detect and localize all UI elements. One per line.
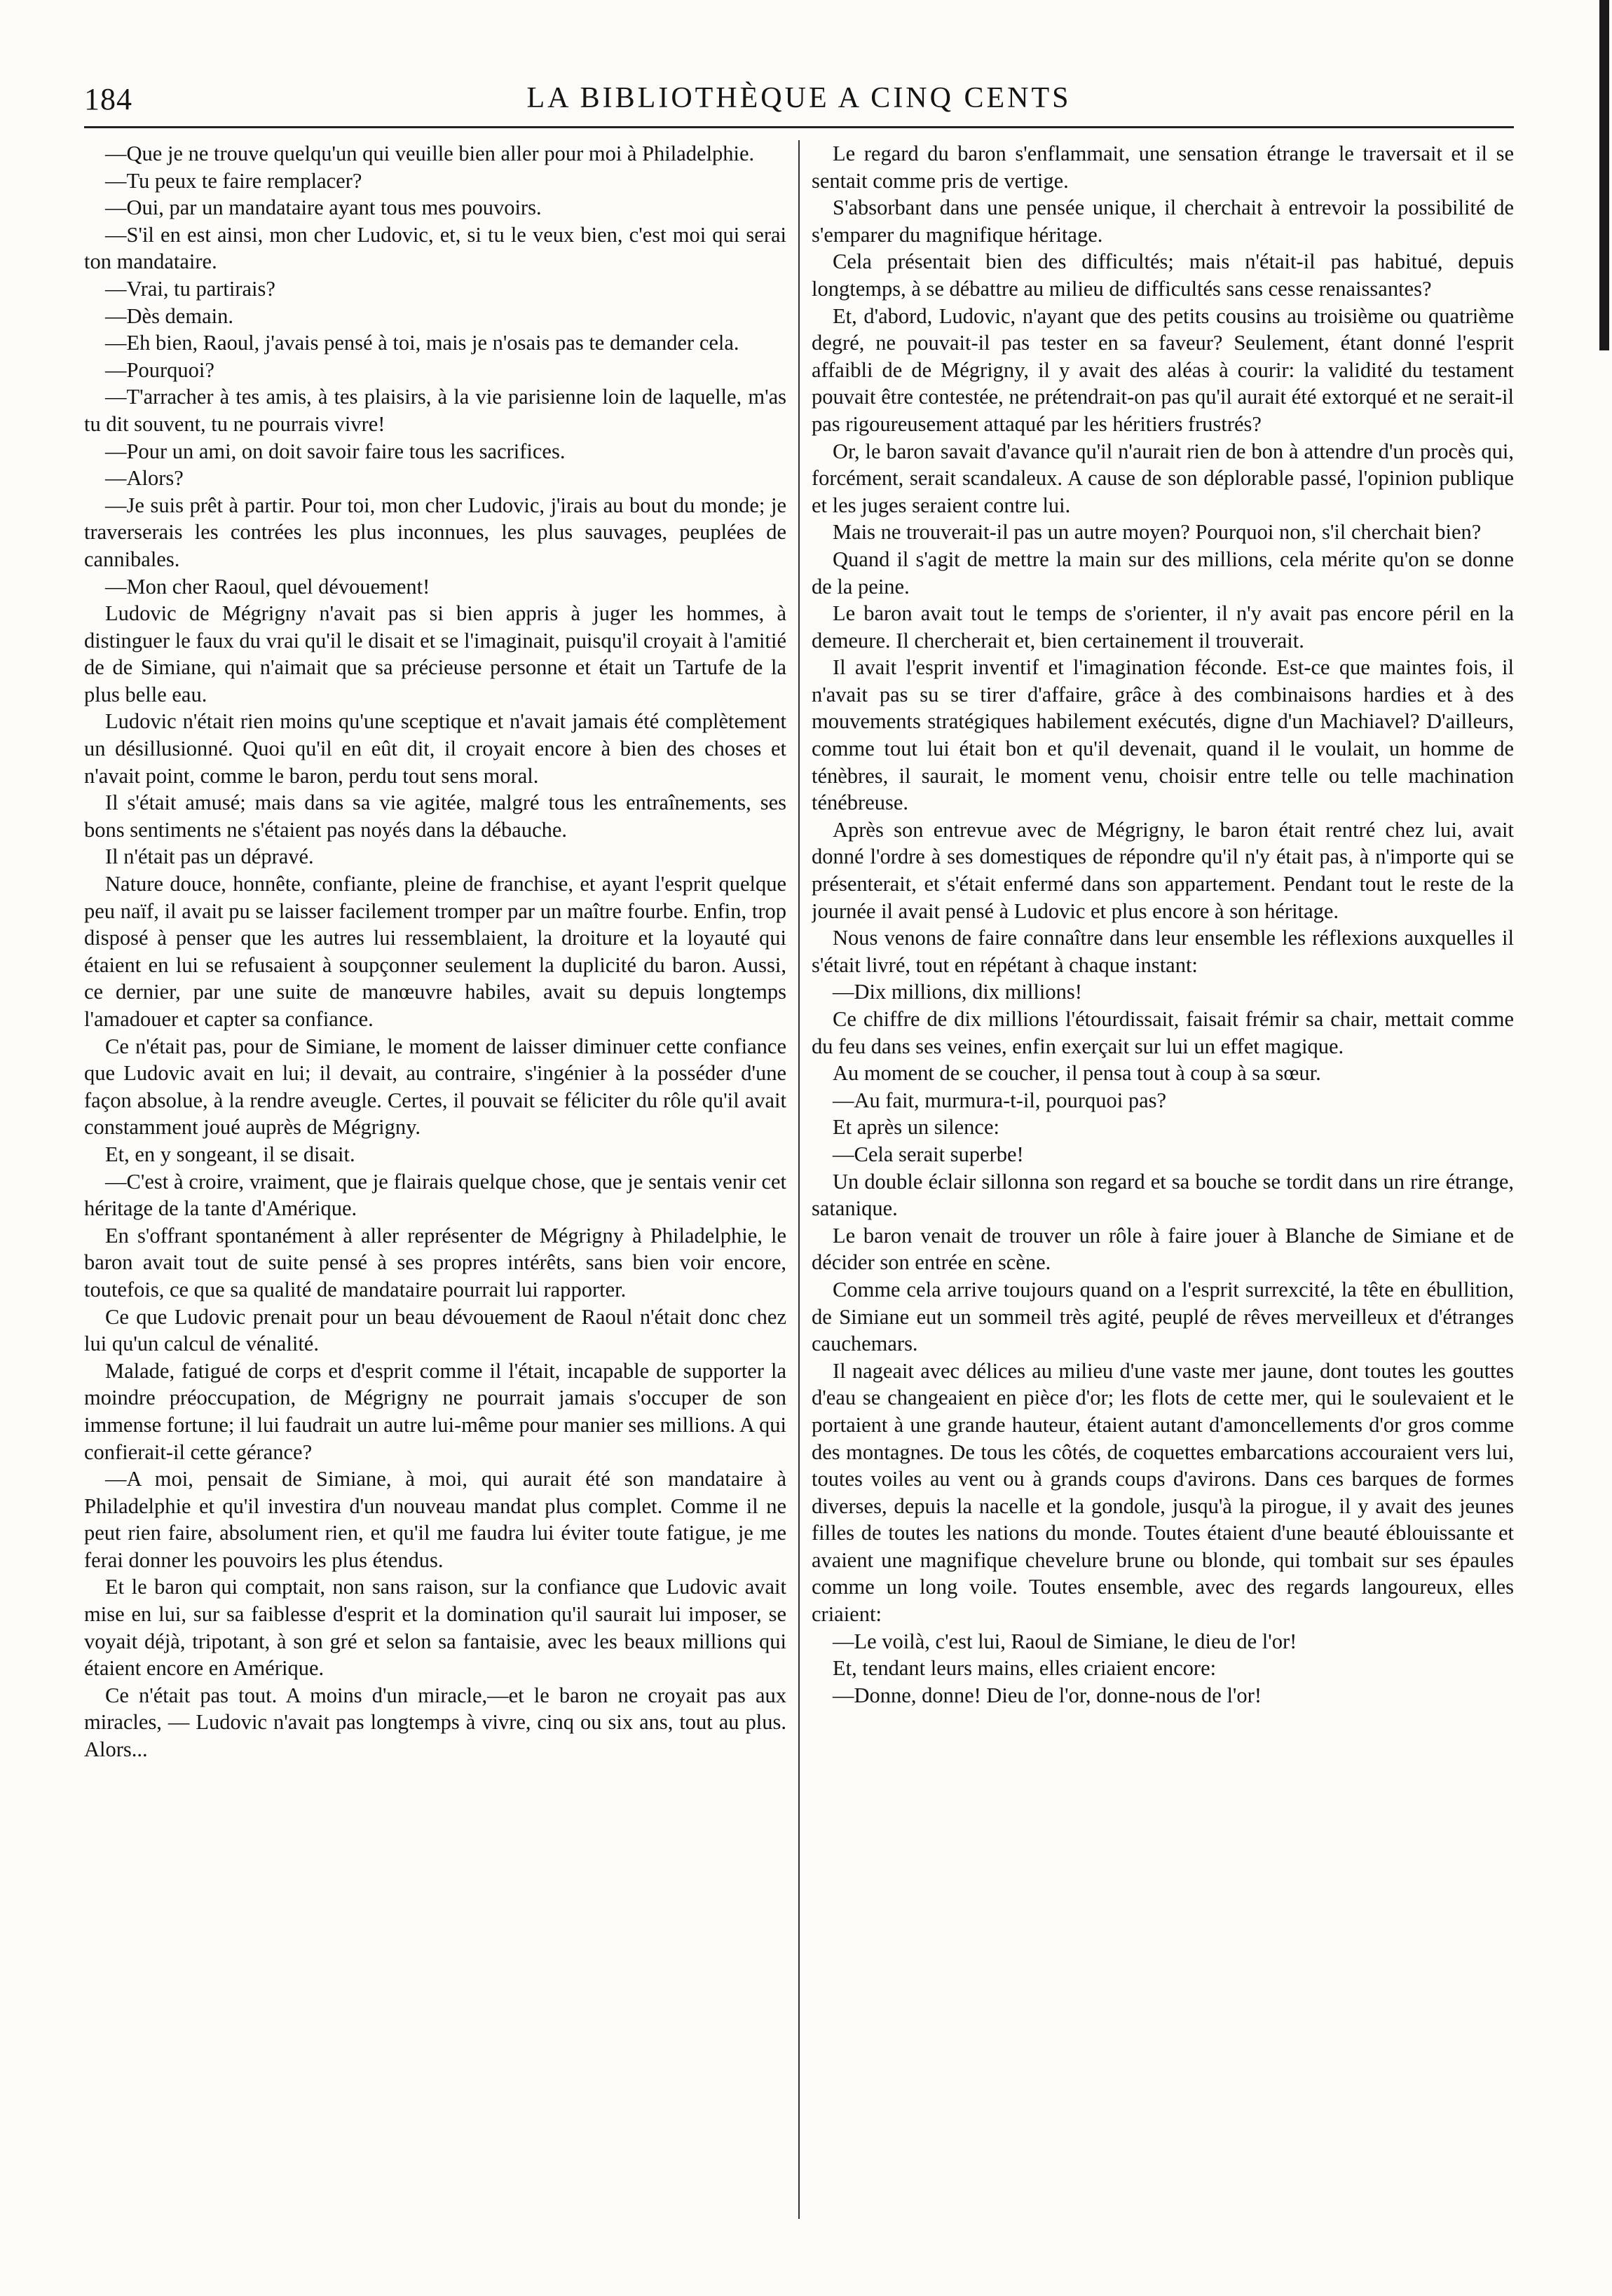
paragraph: En s'offrant spontanément à aller représenter de Mégrigny à Philadelphie, le baron avait tout de suite pensé à ses propres intérêts, sans bien voir encore, toutefois, ce que sa qualité de mandataire pourrait lui rapporter.: [84, 1223, 786, 1301]
page-number: 184: [84, 82, 132, 116]
right-column: [812, 140, 1514, 2219]
paragraph: Ludovic de Mégrigny n'avait pas si bien appris à juger les hommes, à distinguer le faux du vrai qu'il le disait et se l'imaginait, puisqu'il croyait à l'amitié de de Simiane, qui n'aimait que sa précieuse personne et était un Tartufe de la plus belle eau.: [84, 601, 786, 706]
paragraph: Et, en y songeant, il se disait.: [105, 1142, 355, 1166]
paragraph: —Eh bien, Raoul, j'avais pensé à toi, mais je n'osais pas te demander cela.: [105, 331, 739, 355]
paragraph: —Dès demain.: [105, 303, 233, 328]
paragraph: Il nageait avec délices au milieu d'une vaste mer jaune, dont toutes les gouttes d'eau se changeaient en pièce d'or; les flots de cette mer, qui le soulevaient et le portaient à une grande hauteur, étaient autant d'amoncellements d'or gros comme des montagnes. De tous les côtés, de coquettes embarcations accouraient vers lui, toutes voiles au vent ou à grands coups d'avirons. Dans ces barques de formes diverses, depuis la nacelle et la gondole, jusqu'à la pirogue, il y avait des jeunes filles de toutes les nations du monde. Toutes étaient d'une beauté éblouissante et avaient une magnifique chevelure brune ou blonde, qui tombait sur ses épaules comme un long voile. Toutes ensemble, avec des regards langoureux, elles criaient:: [812, 1358, 1514, 1627]
paragraph: Ludovic n'était rien moins qu'une sceptique et n'avait jamais été complètement un désillusionné. Quoi qu'il en eût dit, il croyait encore à bien des choses et n'avait point, comme le baron, perdu tout sens moral.: [84, 709, 786, 788]
paragraph: Au moment de se coucher, il pensa tout à coup à sa sœur.: [833, 1061, 1321, 1086]
paragraph: —Mon cher Raoul, quel dévouement!: [105, 574, 430, 599]
paragraph: Et, d'abord, Ludovic, n'ayant que des petits cousins au troisième ou quatrième degré, ne pouvait-il pas tester en sa faveur? Seulement, étant donné l'esprit affaibli de de Mégrigny, il y avait des aléas à courir: la validité du testament pouvait être contestée, ne prétendrait-on pas qu'il aurait été extorqué et ne serait-il pas rigoureusement attaqué par les héritiers frustrés?: [812, 303, 1514, 436]
paragraph: Le baron venait de trouver un rôle à faire jouer à Blanche de Simiane et de décider son entrée en scène.: [812, 1223, 1514, 1275]
paragraph: Il avait l'esprit inventif et l'imagination féconde. Est-ce que maintes fois, il n'avait pas su se tirer d'affaire, grâce à des combinaisons hardies et à des mouvements stratégiques habilement exécutés, digne d'un Machiavel? D'ailleurs, comme tout lui était bon et qu'il devenait, quand il le voulait, un homme de ténèbres, il saurait, le moment venu, choisir entre telle ou telle machination ténébreuse.: [812, 655, 1514, 815]
paragraph: —Que je ne trouve quelqu'un qui veuille bien aller pour moi à Philadelphie.: [105, 142, 755, 165]
paragraph: Un double éclair sillonna son regard et sa bouche se tordit dans un rire étrange, satanique.: [812, 1169, 1514, 1221]
paragraph: —Vrai, tu partirais?: [105, 276, 275, 301]
paragraph: S'absorbant dans une pensée unique, il cherchait à entrevoir la possibilité de s'emparer du magnifique héritage.: [812, 196, 1514, 247]
paragraph: —Je suis prêt à partir. Pour toi, mon cher Ludovic, j'irais au bout du monde; je traverserais les contrées les plus inconnues, les plus sauvages, peuplées de cannibales.: [84, 493, 786, 571]
column-divider: [798, 140, 800, 2219]
paragraph: Nous venons de faire connaître dans leur ensemble les réflexions auxquelles il s'était livré, tout en répétant à chaque instant:: [812, 926, 1514, 977]
paragraph: —Au fait, murmura-t-il, pourquoi pas?: [833, 1088, 1167, 1112]
paragraph: —C'est à croire, vraiment, que je flairais quelque chose, que je sentais venir cet héritage de la tante d'Amérique.: [84, 1169, 786, 1221]
paragraph: Or, le baron savait d'avance qu'il n'aurait rien de bon à attendre d'un procès qui, forcément, serait scandaleux. A cause de son déplorable passé, l'opinion publique et les juges seraient contre lui.: [812, 439, 1514, 517]
running-title: LA BIBLIOTHÈQUE A CINQ CENTS: [526, 82, 1072, 114]
paragraph: Nature douce, honnête, confiante, pleine de franchise, et ayant l'esprit quelque peu naïf, il avait pu se laisser facilement tromper par un maître fourbe. Enfin, trop disposé à penser que les autres lui ressemblaient, la droiture et la loyauté qui étaient en lui se refusaient à soupçonner seulement la duplicité du baron. Aussi, ce dernier, par une suite de manœuvre habiles, avait su depuis longtemps l'amadouer et capter sa confiance.: [84, 872, 786, 1031]
paragraph: Le regard du baron s'enflammait, une sensation étrange le traversait et il se sentait comme pris de vertige.: [812, 142, 1514, 193]
paragraph: Après son entrevue avec de Mégrigny, le baron était rentré chez lui, avait donné l'ordre à ses domestiques de répondre qu'il n'y était pas, à n'importe qui se présenterait, et s'était enfermé dans son appartement. Pendant tout le reste de la journée il avait pensé à Ludovic et plus encore à son héritage.: [812, 817, 1514, 923]
scan-edge: [1599, 0, 1609, 350]
paragraph: Le baron avait tout le temps de s'orienter, il n'y avait pas encore péril en la demeure. Il chercherait et, bien certainement il trouverait.: [812, 601, 1514, 652]
paragraph: Et après un silence:: [833, 1115, 999, 1140]
paragraph: Et, tendant leurs mains, elles criaient encore:: [833, 1656, 1217, 1681]
paragraph: Malade, fatigué de corps et d'esprit comme il l'était, incapable de supporter la moindre préoccupation, de Mégrigny ne pourrait jamais s'occuper de son immense fortune; il lui faudrait un autre lui-même pour manier ses millions. A qui confierait-il cette gérance?: [84, 1358, 786, 1464]
paragraph: —S'il en est ainsi, mon cher Ludovic, et, si tu le veux bien, c'est moi qui serai ton mandataire.: [84, 222, 786, 274]
paragraph: Mais ne trouverait-il pas un autre moyen? Pourquoi non, s'il cherchait bien?: [833, 520, 1482, 545]
paragraph: Ce que Ludovic prenait pour un beau dévouement de Raoul n'était donc chez lui qu'un calcul de vénalité.: [84, 1304, 786, 1356]
paragraph: —Dix millions, dix millions!: [833, 980, 1082, 1004]
paragraph: —Le voilà, c'est lui, Raoul de Simiane, le dieu de l'or!: [833, 1629, 1297, 1653]
paragraph: —Alors?: [105, 466, 184, 491]
paragraph: —T'arracher à tes amis, à tes plaisirs, à la vie parisienne loin de laquelle, m'as tu dit souvent, tu ne pourrais vivre!: [84, 385, 786, 436]
paragraph: Ce n'était pas, pour de Simiane, le moment de laisser diminuer cette confiance que Ludovic avait en lui; il devait, au contraire, s'ingénier à la posséder d'une façon absolue, à la rendre aveugle. Certes, il pouvait se féliciter du rôle qu'il avait constamment joué auprès de Mégrigny.: [84, 1034, 786, 1140]
paragraph: Ce chiffre de dix millions l'étourdissait, faisait frémir sa chair, mettait comme du feu dans ses veines, enfin exerçait sur lui un effet magique.: [812, 1007, 1514, 1058]
left-column: [84, 140, 786, 2219]
paragraph: Quand il s'agit de mettre la main sur des millions, cela mérite qu'on se donne de la peine.: [812, 547, 1514, 599]
paragraph: Il s'était amusé; mais dans sa vie agitée, malgré tous les entraînements, ses bons sentiments ne s'étaient pas noyés dans la débauche.: [84, 791, 786, 842]
paragraph: —Oui, par un mandataire ayant tous mes pouvoirs.: [105, 196, 542, 220]
paragraph: Cela présentait bien des difficultés; mais n'était-il pas habitué, depuis longtemps, à se débattre au milieu de difficultés sans cesse renaissantes?: [812, 250, 1514, 301]
paragraph: —A moi, pensait de Simiane, à moi, qui aurait été son mandataire à Philadelphie et qu'il investira d'un nouveau mandat plus complet. Comme il ne peut rien faire, absolument rien, et qu'il me faudra lui éviter toute fatigue, je me ferai donner les pouvoirs les plus étendus.: [84, 1467, 786, 1572]
paragraph: Il n'était pas un dépravé.: [105, 845, 314, 869]
paragraph: Comme cela arrive toujours quand on a l'esprit surrexcité, la tête en ébullition, de Simiane eut un sommeil très agité, peuplé de rêves merveilleux et d'étranges cauchemars.: [812, 1277, 1514, 1356]
page-header: [84, 76, 1514, 128]
paragraph: —Tu peux te faire remplacer?: [105, 168, 362, 193]
paragraph: —Pourquoi?: [105, 357, 214, 382]
paragraph: Ce n'était pas tout. A moins d'un miracle,—et le baron ne croyait pas aux miracles, — Ludovic n'avait pas longtemps à vivre, cinq ou six ans, tout au plus. Alors...: [84, 1683, 786, 1762]
paragraph: —Donne, donne! Dieu de l'or, donne-nous de l'or!: [833, 1683, 1262, 1707]
paragraph: Et le baron qui comptait, non sans raison, sur la confiance que Ludovic avait mise en lui, sur sa faiblesse d'esprit et la domination qu'il saurait lui imposer, se voyait déjà, tripotant, à son gré et selon sa fantaisie, avec les beaux millions qui étaient encore en Amérique.: [84, 1575, 786, 1681]
text-columns: [84, 140, 1514, 2219]
paragraph: —Pour un ami, on doit savoir faire tous les sacrifices.: [105, 439, 566, 463]
paragraph: —Cela serait superbe!: [833, 1142, 1024, 1166]
